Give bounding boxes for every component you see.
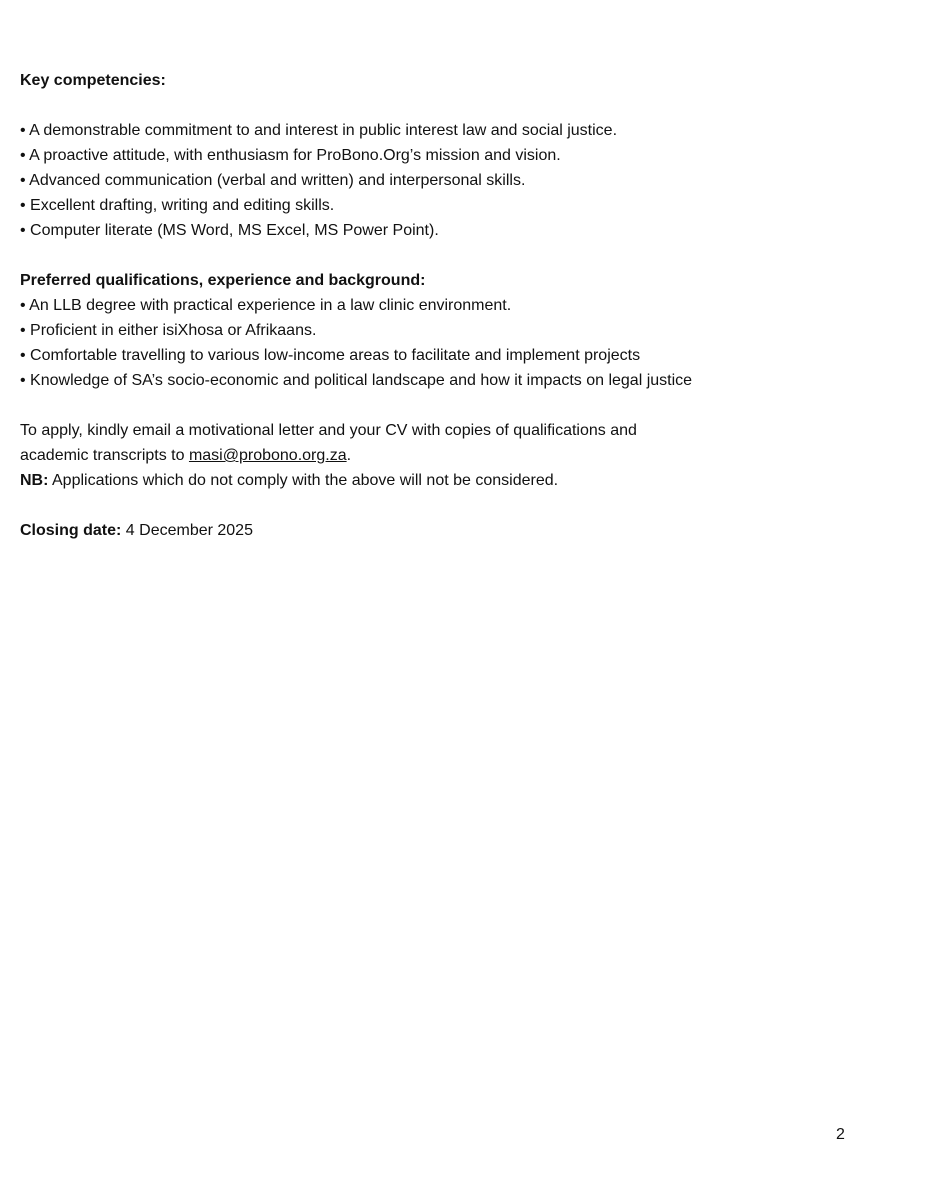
- blank-line: [20, 243, 880, 268]
- nb-label: NB:: [20, 472, 49, 489]
- application-line-2: [20, 443, 880, 468]
- nb-text: Applications which do not comply with the above will not be considered.: [48, 472, 559, 489]
- blank-line: [20, 93, 880, 118]
- application-instructions: [20, 418, 880, 493]
- closing-date: [20, 518, 880, 543]
- application-line-2-suffix: .: [346, 447, 352, 464]
- list-item: • A proactive attitude, with enthusiasm for ProBono.Org’s mission and vision.: [20, 147, 561, 164]
- page-content: [20, 68, 880, 543]
- list-item: • Computer literate (MS Word, MS Excel, MS Power Point).: [20, 222, 439, 239]
- closing-date-label: Closing date:: [20, 522, 122, 539]
- list-item: • Excellent drafting, writing and editing skills.: [20, 197, 335, 214]
- email-link[interactable]: masi@probono.org.za: [188, 447, 347, 464]
- list-item: • A demonstrable commitment to and interest in public interest law and social justice.: [20, 122, 618, 139]
- list-item: • Advanced communication (verbal and written) and interpersonal skills.: [20, 172, 526, 189]
- application-line-2-prefix: academic transcripts to: [20, 447, 189, 464]
- qualifications-heading: Preferred qualifications, experience and background:: [20, 272, 426, 289]
- list-item: • Proficient in either isiXhosa or Afrikaans.: [20, 322, 317, 339]
- list-item: • An LLB degree with practical experience in a law clinic environment.: [20, 297, 512, 314]
- closing-date-value: 4 December 2025: [121, 522, 253, 539]
- competencies-heading: Key competencies:: [20, 72, 166, 89]
- list-item: • Knowledge of SA’s socio-economic and political landscape and how it impacts on legal justice: [20, 372, 693, 389]
- nb-note: [20, 468, 880, 493]
- competencies-list: [20, 118, 880, 243]
- blank-line: [20, 393, 880, 418]
- application-line-1: To apply, kindly email a motivational letter and your CV with copies of qualifications and: [20, 422, 637, 439]
- list-item: • Comfortable travelling to various low-income areas to facilitate and implement projects: [20, 347, 641, 364]
- blank-line: [20, 493, 880, 518]
- qualifications-list: [20, 293, 880, 393]
- page-number: 2: [836, 1126, 845, 1143]
